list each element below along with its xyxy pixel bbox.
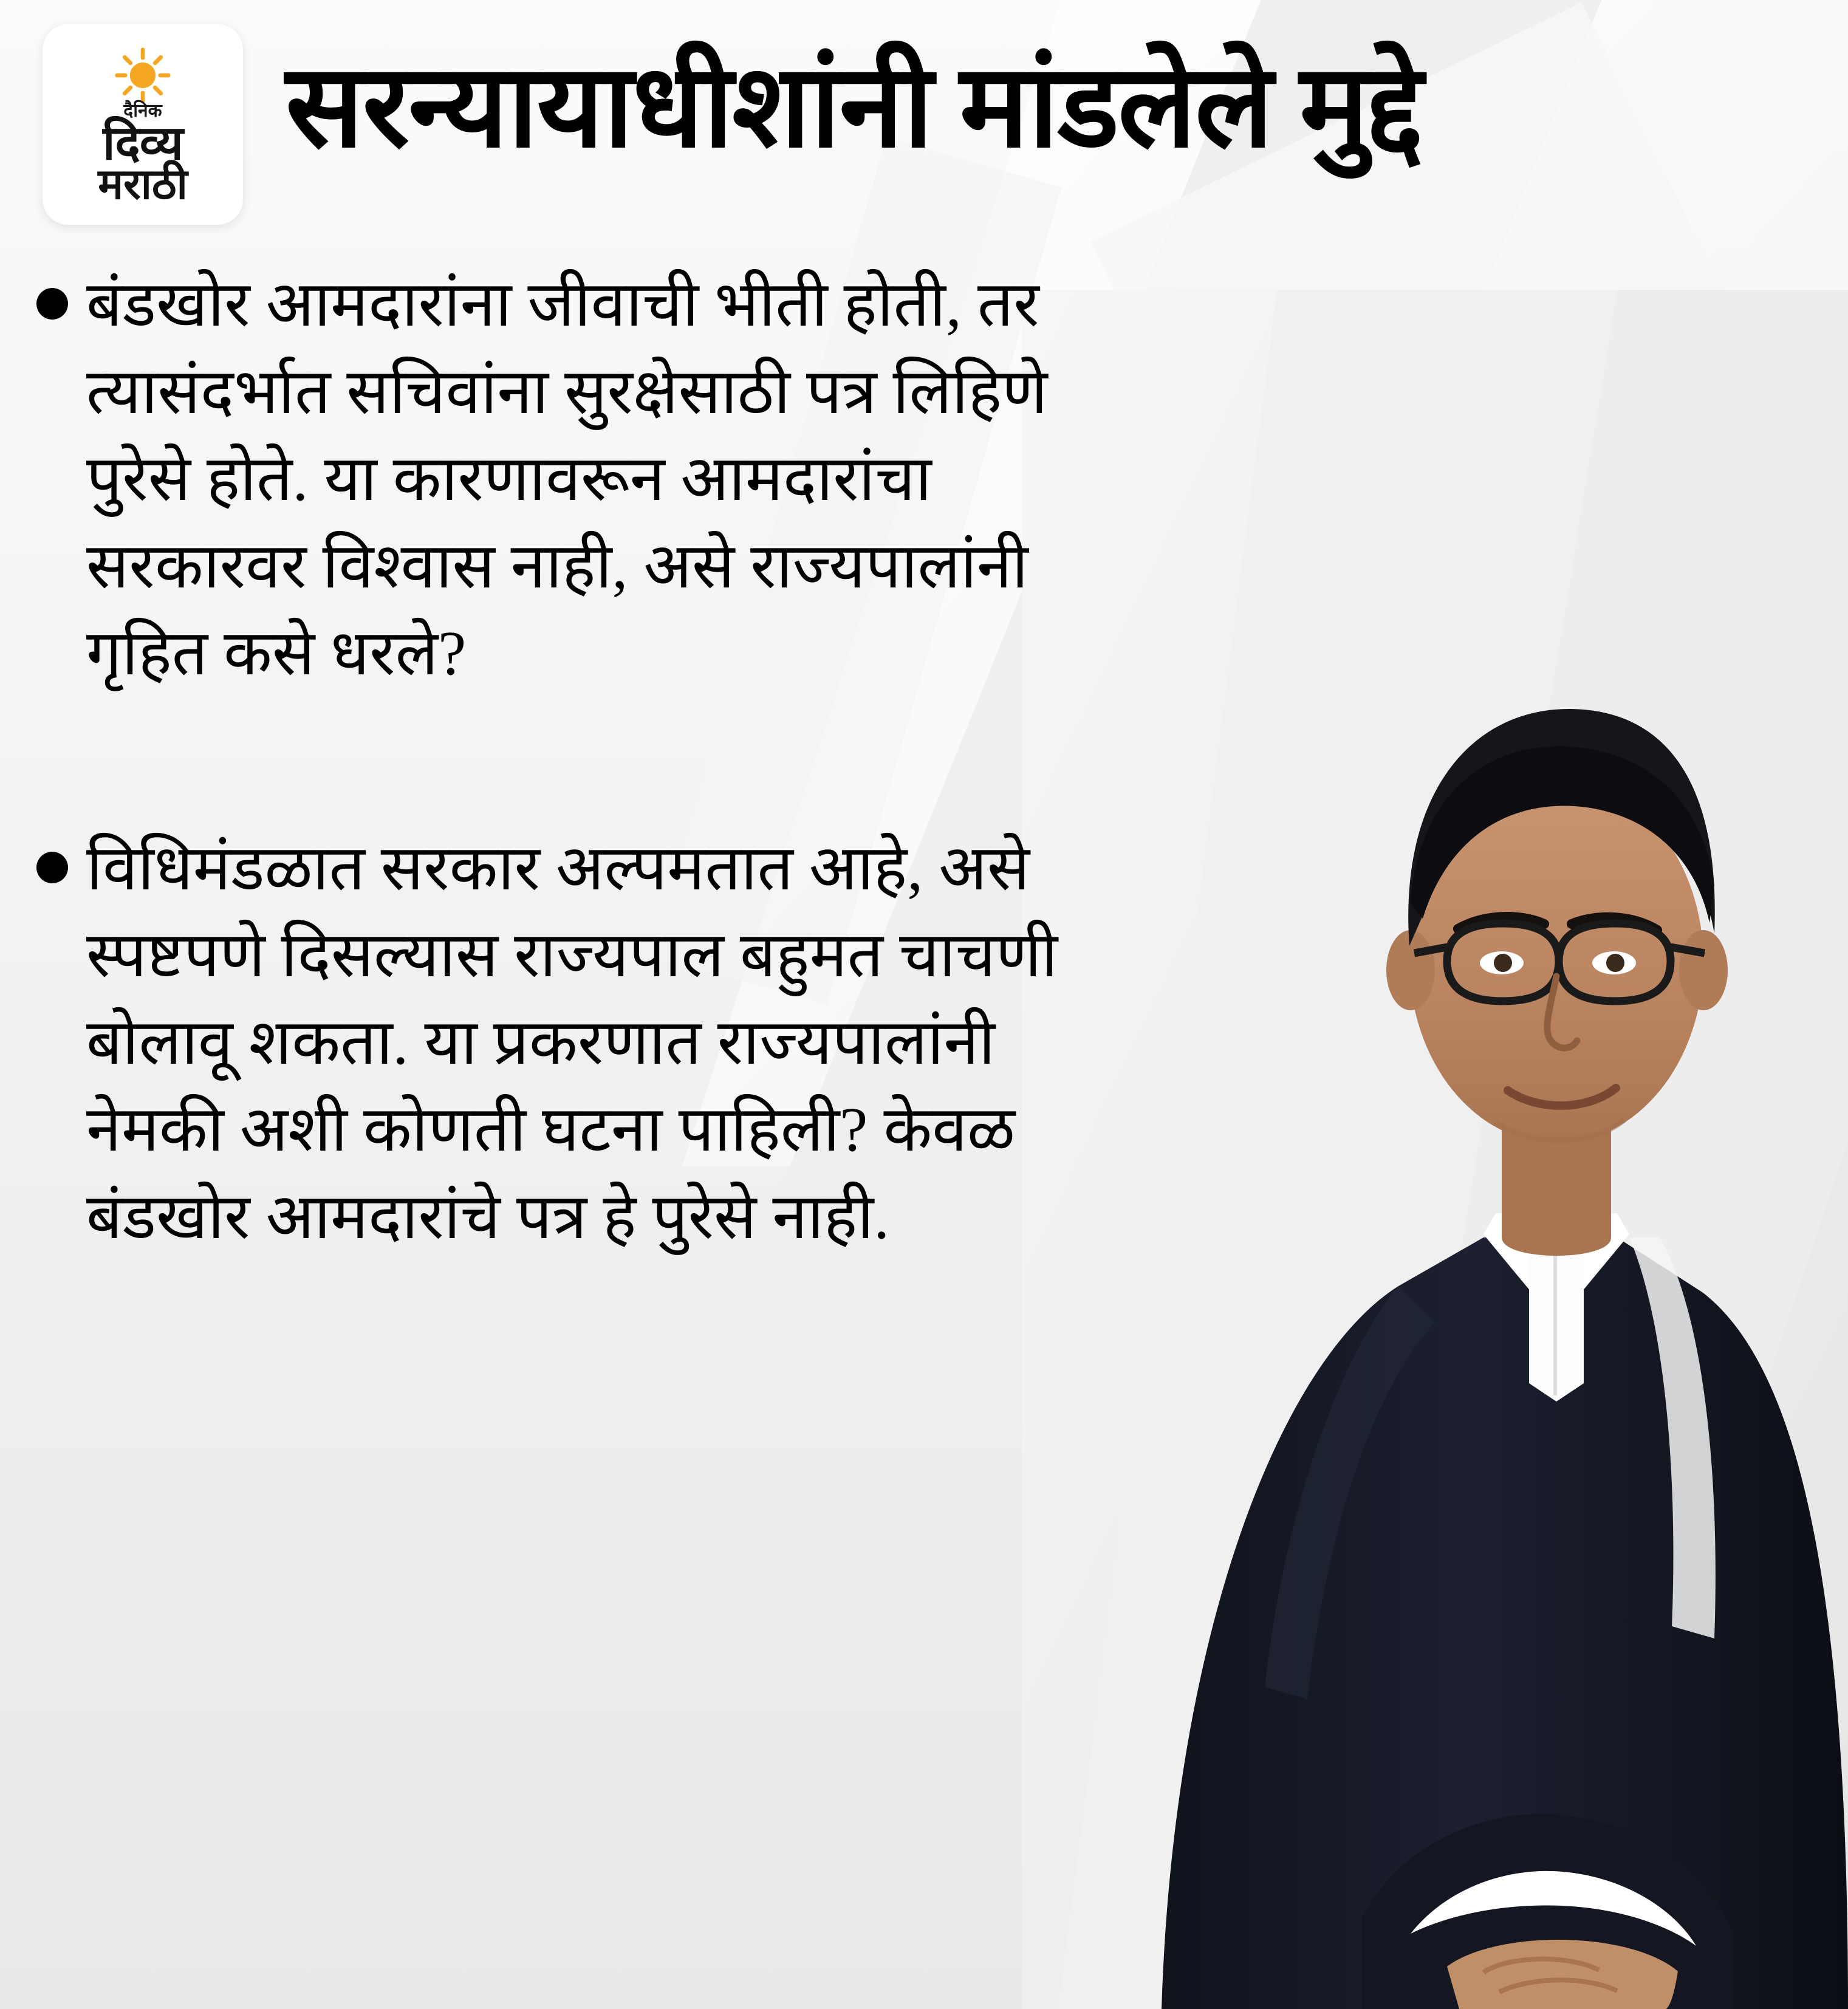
brand-name-line2: मराठी (98, 162, 188, 209)
list-item (36, 261, 1124, 697)
bullet-dot-icon (36, 852, 68, 883)
brand-name-line1: दिव्य (103, 116, 183, 169)
bullet-dot-icon (36, 288, 68, 320)
header (0, 0, 1848, 243)
sun-icon (114, 46, 172, 104)
list-item (36, 825, 1124, 1261)
bullet-text: बंडखोर आमदारांना जीवाची भीती होती, तर त्यासंदर्भात सचिवांना सुरक्षेसाठी पत्र लिहिणे पुरेसे होते. या कारणावरून आमदारांचा सरकारवर विश्वास नाही, असे राज्यपालांनी गृहित कसे धरले? (86, 270, 1048, 689)
judge-portrait-photo (1022, 290, 1848, 2009)
brand-top-label: दैनिक (123, 100, 162, 121)
bullet-list (36, 261, 1124, 1388)
page-title: सरन्यायाधीशांनी मांडलेले मुद्दे (286, 44, 1422, 171)
brand-logo (43, 24, 243, 225)
bullet-text: विधिमंडळात सरकार अल्पमतात आहे, असे स्पष्टपणे दिसल्यास राज्यपाल बहुमत चाचणी बोलावू शकता. या प्रकरणात राज्यपालांनी नेमकी अशी कोणती घटना पाहिली? केवळ बंडखोर आमदारांचे पत्र हे पुरेसे नाही. (86, 833, 1058, 1252)
